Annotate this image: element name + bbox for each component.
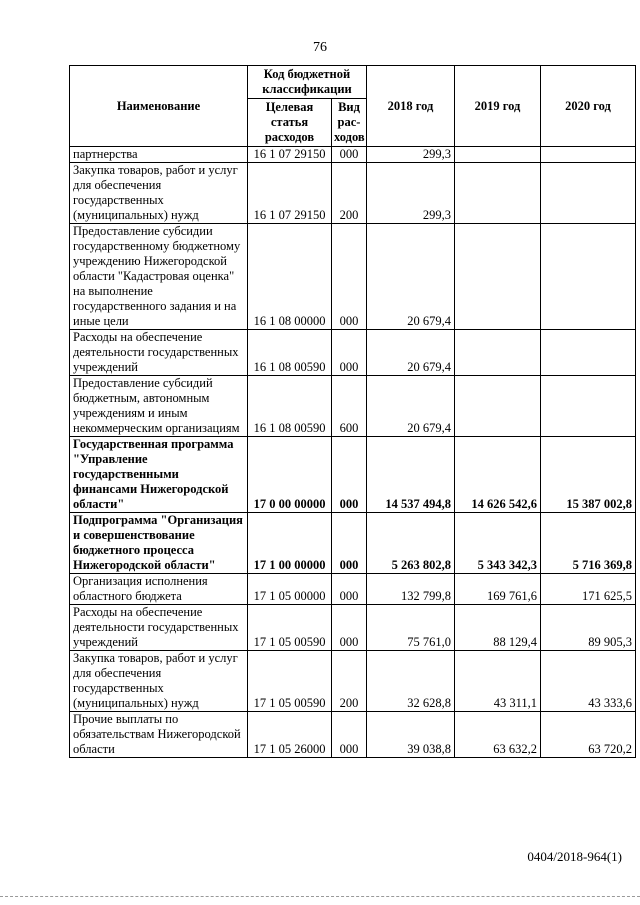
row-value-2020 <box>541 330 636 376</box>
header-2019: 2019 год <box>455 66 541 147</box>
row-value-2019: 169 761,6 <box>455 574 541 605</box>
row-expense-type: 000 <box>332 224 367 330</box>
row-value-2019: 43 311,1 <box>455 651 541 712</box>
row-name: Предоставление субсидии государственному бюджетному учреждению Нижегородской области "Кадастровая оценка" на выполнение государственного задания и на иные цели <box>70 224 248 330</box>
row-value-2020: 43 333,6 <box>541 651 636 712</box>
row-target-code: 17 0 00 00000 <box>248 437 332 513</box>
row-name: Расходы на обеспечение деятельности государственных учреждений <box>70 605 248 651</box>
row-value-2020: 171 625,5 <box>541 574 636 605</box>
row-value-2019: 14 626 542,6 <box>455 437 541 513</box>
row-value-2020: 15 387 002,8 <box>541 437 636 513</box>
row-target-code: 17 1 05 00000 <box>248 574 332 605</box>
row-target-code: 17 1 05 00590 <box>248 605 332 651</box>
budget-table <box>69 65 636 758</box>
row-value-2018: 299,3 <box>367 163 455 224</box>
row-value-2018: 20 679,4 <box>367 376 455 437</box>
row-expense-type: 200 <box>332 163 367 224</box>
row-target-code: 17 1 00 00000 <box>248 513 332 574</box>
row-name: Государственная программа "Управление государственными финансами Нижегородской области" <box>70 437 248 513</box>
table-row <box>70 224 636 330</box>
row-target-code: 16 1 07 29150 <box>248 147 332 163</box>
row-name: Прочие выплаты по обязательствам Нижегородской области <box>70 712 248 758</box>
header-budget-code: Код бюджетной классификации <box>248 66 367 99</box>
row-value-2018: 75 761,0 <box>367 605 455 651</box>
header-target-article: Целевая статья расходов <box>248 99 332 147</box>
row-name: Подпрограмма "Организация и совершенствование бюджетного процесса Нижегородской области" <box>70 513 248 574</box>
row-name: Расходы на обеспечение деятельности государственных учреждений <box>70 330 248 376</box>
document-code: 0404/2018-964(1) <box>527 849 622 864</box>
row-value-2020 <box>541 224 636 330</box>
row-value-2019: 88 129,4 <box>455 605 541 651</box>
row-value-2018: 32 628,8 <box>367 651 455 712</box>
row-value-2019 <box>455 147 541 163</box>
row-name: Закупка товаров, работ и услуг для обеспечения государственных (муниципальных) нужд <box>70 163 248 224</box>
row-target-code: 16 1 08 00590 <box>248 376 332 437</box>
row-value-2019 <box>455 330 541 376</box>
row-value-2018: 5 263 802,8 <box>367 513 455 574</box>
table-row <box>70 376 636 437</box>
row-name: партнерства <box>70 147 248 163</box>
row-value-2018: 20 679,4 <box>367 330 455 376</box>
table-row <box>70 574 636 605</box>
row-value-2018: 20 679,4 <box>367 224 455 330</box>
row-name: Закупка товаров, работ и услуг для обеспечения государственных (муниципальных) нужд <box>70 651 248 712</box>
row-target-code: 17 1 05 26000 <box>248 712 332 758</box>
page-bottom-rule <box>0 896 640 897</box>
row-expense-type: 000 <box>332 437 367 513</box>
header-2018: 2018 год <box>367 66 455 147</box>
table-row <box>70 712 636 758</box>
row-expense-type: 000 <box>332 605 367 651</box>
row-value-2020 <box>541 147 636 163</box>
table-row <box>70 605 636 651</box>
row-value-2018: 299,3 <box>367 147 455 163</box>
row-expense-type: 200 <box>332 651 367 712</box>
table-row <box>70 513 636 574</box>
table-row <box>70 437 636 513</box>
table-row <box>70 147 636 163</box>
row-expense-type: 000 <box>332 513 367 574</box>
header-expense-type: Вид рас-ходов <box>332 99 367 147</box>
row-value-2019: 5 343 342,3 <box>455 513 541 574</box>
row-target-code: 16 1 08 00000 <box>248 224 332 330</box>
row-value-2019 <box>455 224 541 330</box>
row-expense-type: 000 <box>332 147 367 163</box>
row-value-2020: 89 905,3 <box>541 605 636 651</box>
row-value-2020: 5 716 369,8 <box>541 513 636 574</box>
row-value-2019 <box>455 163 541 224</box>
row-value-2018: 132 799,8 <box>367 574 455 605</box>
row-target-code: 16 1 07 29150 <box>248 163 332 224</box>
page-number: 76 <box>313 40 327 55</box>
row-name: Предоставление субсидий бюджетным, автономным учреждениям и иным некоммерческим организациям <box>70 376 248 437</box>
header-name: Наименование <box>70 66 248 147</box>
table-row <box>70 163 636 224</box>
row-target-code: 17 1 05 00590 <box>248 651 332 712</box>
row-target-code: 16 1 08 00590 <box>248 330 332 376</box>
row-value-2019: 63 632,2 <box>455 712 541 758</box>
row-expense-type: 600 <box>332 376 367 437</box>
table-row <box>70 330 636 376</box>
row-value-2019 <box>455 376 541 437</box>
row-value-2020 <box>541 163 636 224</box>
row-value-2020 <box>541 376 636 437</box>
row-value-2018: 14 537 494,8 <box>367 437 455 513</box>
row-expense-type: 000 <box>332 712 367 758</box>
row-value-2020: 63 720,2 <box>541 712 636 758</box>
header-2020: 2020 год <box>541 66 636 147</box>
table-row <box>70 651 636 712</box>
row-value-2018: 39 038,8 <box>367 712 455 758</box>
row-name: Организация исполнения областного бюджета <box>70 574 248 605</box>
row-expense-type: 000 <box>332 574 367 605</box>
row-expense-type: 000 <box>332 330 367 376</box>
